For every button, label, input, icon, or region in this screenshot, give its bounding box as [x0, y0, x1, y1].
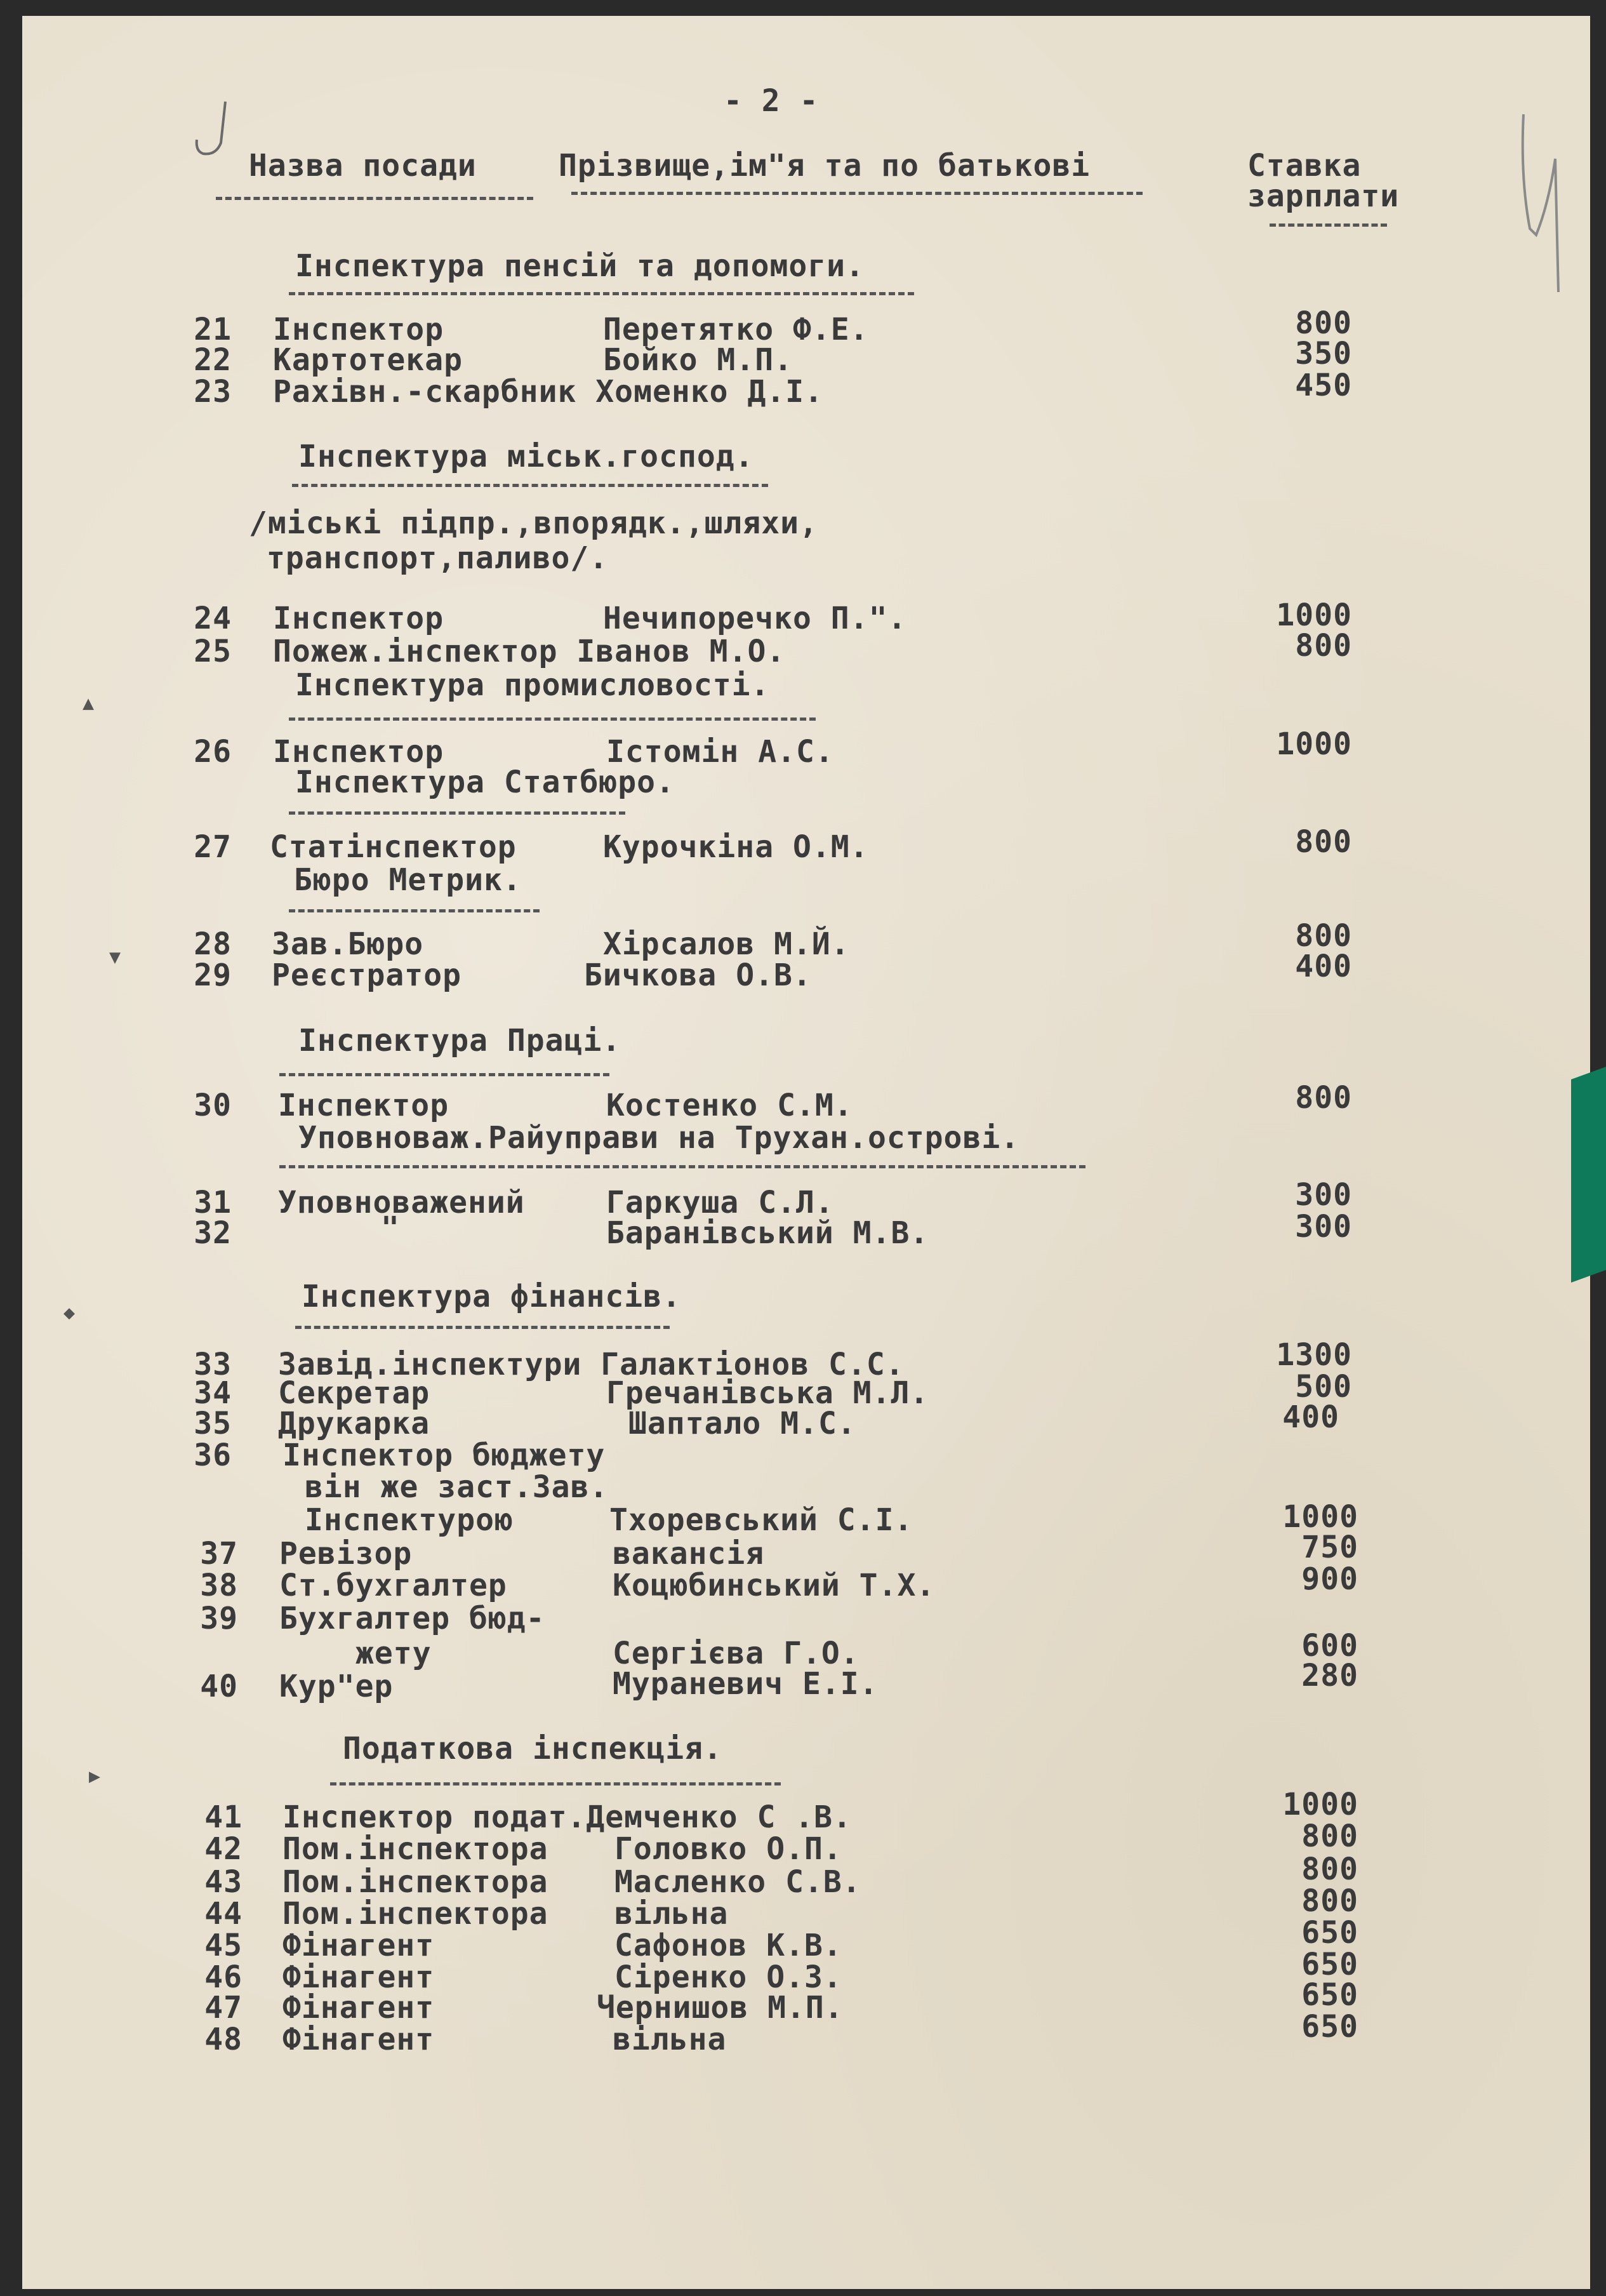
section-title: Інспектура промисловості.	[295, 667, 770, 703]
row-position: Секретар	[278, 1375, 430, 1411]
row-name: Гаркуша С.Л.	[606, 1185, 834, 1220]
row-number: 44	[204, 1896, 242, 1932]
row-salary: 650	[1301, 1947, 1358, 1982]
row-number: 27	[194, 829, 232, 865]
row-position: Інспектор бюджету	[282, 1438, 606, 1473]
section-underline	[279, 1165, 1085, 1168]
row-salary: 350	[1295, 336, 1352, 371]
section-title: Інспектура міськ.господ.	[298, 439, 754, 474]
section-title: Інспектура пенсій та допомоги.	[295, 248, 865, 284]
column-header-name: Прізвище,ім"я та по батькові	[559, 148, 1091, 184]
row-salary: 650	[1301, 2009, 1358, 2045]
row-salary: 450	[1295, 368, 1352, 403]
row-name: Нечипоречко П.".	[603, 601, 907, 636]
row-position: Пом.інспектора	[282, 1896, 548, 1932]
background-folder-edge	[1571, 1067, 1606, 1283]
row-number: 36	[194, 1438, 232, 1473]
row-name: вакансія	[613, 1536, 765, 1572]
row-salary: 800	[1295, 305, 1352, 341]
row-name: Мураневич Е.І.	[613, 1666, 879, 1702]
section-underline	[289, 292, 914, 295]
row-number: 47	[204, 1990, 242, 2026]
row-salary: 400	[1282, 1399, 1339, 1435]
row-name: Бойко М.П.	[603, 342, 793, 378]
section-underline	[289, 811, 625, 815]
margin-mark: ▼	[109, 946, 121, 968]
row-name: Тхоревський С.І.	[609, 1502, 913, 1538]
row-salary: 400	[1295, 949, 1352, 984]
row-number: 24	[194, 601, 232, 636]
row-name: Істомін А.С.	[606, 734, 834, 770]
row-position-cont: Інспектурою	[305, 1502, 514, 1538]
header-underline-position	[216, 197, 533, 200]
row-name: Сафонов К.В.	[614, 1928, 842, 1963]
column-header-salary-line1: Ставка	[1247, 148, 1362, 184]
row-position: Пожеж.інспектор Іванов М.О.	[273, 634, 786, 669]
row-number: 23	[194, 374, 232, 410]
row-name: вільна	[613, 2022, 727, 2057]
row-number: 35	[194, 1406, 232, 1441]
row-number: 30	[194, 1088, 232, 1123]
row-position: "	[381, 1210, 400, 1246]
row-position: Пом.інспектора	[282, 1864, 548, 1900]
row-name: Шаптало М.С.	[628, 1406, 856, 1441]
page-number: - 2 -	[724, 83, 819, 119]
row-number: 42	[204, 1831, 242, 1867]
row-position: Картотекар	[273, 342, 463, 378]
row-number: 48	[204, 2022, 242, 2057]
row-position: Ст.бухгалтер	[279, 1568, 507, 1603]
row-number: 21	[194, 312, 232, 347]
row-name: Перетятко Ф.Е.	[603, 312, 869, 347]
row-number: 40	[200, 1669, 238, 1704]
row-name: Головко О.П.	[614, 1831, 842, 1867]
row-name: Баранівський М.В.	[606, 1215, 929, 1251]
section-underline	[295, 1326, 670, 1329]
row-position-cont: він же заст.Зав.	[305, 1469, 609, 1505]
row-salary: 300	[1295, 1209, 1352, 1245]
row-name: Чернишов М.П.	[597, 1990, 844, 2026]
section-underline	[289, 909, 540, 912]
row-name: Бичкова О.В.	[584, 958, 812, 993]
row-number: 46	[204, 1959, 242, 1995]
row-salary: 600	[1301, 1628, 1358, 1664]
row-number: 26	[194, 734, 232, 770]
row-position: Інспектор	[273, 601, 444, 636]
margin-mark: ▲	[83, 692, 95, 714]
row-position: Бухгалтер бюд-	[279, 1601, 545, 1636]
row-name: Курочкіна О.М.	[603, 829, 869, 865]
section-underline	[292, 484, 768, 487]
row-position: Статінспектор	[270, 829, 517, 865]
section-note: транспорт,паливо/.	[267, 540, 609, 576]
row-salary: 280	[1301, 1658, 1358, 1693]
row-number: 25	[194, 634, 232, 669]
row-salary: 1000	[1282, 1499, 1358, 1535]
row-position: Пом.інспектора	[282, 1831, 548, 1867]
pencil-mark-corner	[190, 95, 241, 165]
row-position: Інспектор подат.Демченко С .В.	[282, 1799, 852, 1835]
header-underline-name	[571, 192, 1143, 195]
row-salary: 800	[1295, 918, 1352, 954]
row-salary: 650	[1301, 1915, 1358, 1951]
row-number: 41	[204, 1799, 242, 1835]
row-number: 33	[194, 1347, 232, 1382]
row-salary: 800	[1295, 824, 1352, 860]
row-name: Хірсалов М.Й.	[603, 926, 850, 962]
row-position: Реєстратор	[272, 958, 461, 993]
row-number: 34	[194, 1375, 232, 1411]
row-position: Інспектор	[273, 734, 444, 770]
row-name: Костенко С.М.	[606, 1088, 853, 1123]
row-name: Сіренко О.З.	[614, 1959, 842, 1995]
row-salary: 750	[1301, 1530, 1358, 1565]
row-position: Рахівн.-скарбник Хоменко Д.І.	[273, 374, 824, 410]
row-name: вільна	[614, 1896, 729, 1932]
row-salary: 1300	[1276, 1337, 1352, 1373]
section-title: Інспектура Праці.	[298, 1023, 621, 1058]
row-number: 22	[194, 342, 232, 378]
row-number: 29	[194, 958, 232, 993]
row-salary: 800	[1295, 628, 1352, 664]
section-underline	[279, 1073, 609, 1076]
section-title: Податкова інспекція.	[343, 1731, 722, 1766]
row-position: Фінагент	[282, 1990, 435, 2026]
section-title: Інспектура фінансів.	[302, 1279, 681, 1314]
row-salary: 900	[1301, 1561, 1358, 1597]
row-position: Ревізор	[279, 1536, 413, 1572]
row-number: 38	[200, 1568, 238, 1603]
row-salary: 800	[1301, 1819, 1358, 1854]
row-position: Зав.Бюро	[272, 926, 424, 962]
row-number: 31	[194, 1185, 232, 1220]
row-number: 43	[204, 1864, 242, 1900]
column-header-position: Назва посади	[249, 148, 477, 184]
header-underline-salary	[1270, 224, 1387, 227]
row-salary: 1000	[1276, 726, 1352, 762]
row-name: Гречанівська М.Л.	[606, 1375, 929, 1411]
row-salary: 800	[1301, 1883, 1358, 1919]
row-position: Фінагент	[282, 1959, 435, 1995]
row-number: 39	[200, 1601, 238, 1636]
row-number: 28	[194, 926, 232, 962]
row-position: Друкарка	[278, 1406, 430, 1441]
section-underline	[330, 1782, 781, 1785]
section-title: Інспектура Статбюро.	[295, 764, 675, 800]
row-name: Коцюбинський Т.Х.	[613, 1568, 936, 1603]
column-header-salary-line2: зарплати	[1247, 178, 1400, 214]
row-position: Фінагент	[282, 2022, 435, 2057]
row-name: Сергієва Г.О.	[613, 1636, 859, 1671]
section-note: /міські підпр.,впорядк.,шляхи,	[249, 505, 818, 541]
section-title: Бюро Метрик.	[294, 862, 522, 898]
row-position-cont: жету	[355, 1636, 432, 1671]
section-underline	[289, 718, 816, 721]
row-salary: 800	[1295, 1080, 1352, 1116]
row-position: Уповноважений	[278, 1185, 525, 1220]
row-salary: 1000	[1282, 1787, 1358, 1822]
section-title: Уповноваж.Райуправи на Трухан.острові.	[298, 1120, 1020, 1156]
row-position: Інспектор	[273, 312, 444, 347]
margin-mark: ◆	[63, 1302, 76, 1324]
row-number: 45	[204, 1928, 242, 1963]
row-number: 32	[194, 1215, 232, 1251]
row-position: Фінагент	[282, 1928, 435, 1963]
row-salary: 500	[1295, 1369, 1352, 1405]
row-position: Завід.інспектури Галактіонов С.С.	[278, 1347, 905, 1382]
row-number: 37	[200, 1536, 238, 1572]
row-position: Інспектор	[278, 1088, 449, 1123]
row-salary: 650	[1301, 1977, 1358, 2013]
margin-mark: ▶	[89, 1765, 101, 1787]
row-salary: 300	[1295, 1177, 1352, 1213]
row-salary: 800	[1301, 1852, 1358, 1887]
row-name: Масленко С.В.	[614, 1864, 861, 1900]
pencil-mark-number	[1511, 102, 1568, 305]
row-position: Кур"ер	[279, 1669, 394, 1704]
row-salary: 1000	[1276, 597, 1352, 633]
